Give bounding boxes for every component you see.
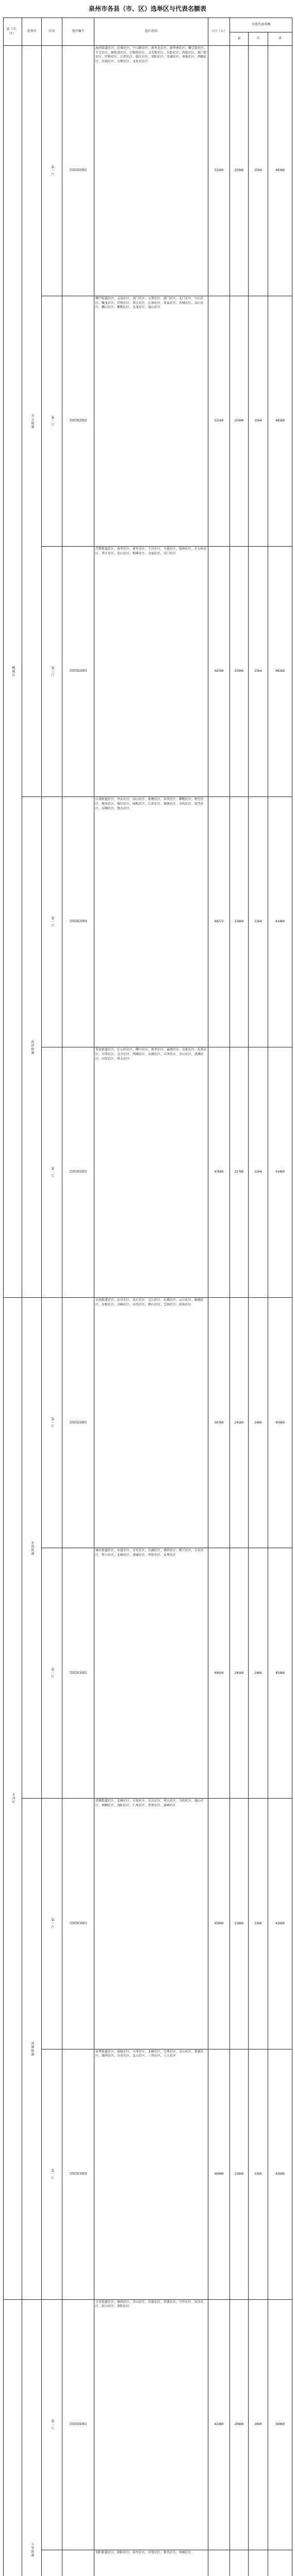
delegates-county-cell: 24560: [230, 1298, 249, 1548]
delegates-city-cell: 2360: [249, 1799, 268, 2049]
delegates-province-cell: 41460: [268, 1047, 292, 1298]
header-population: 人口（人）: [208, 18, 230, 46]
table-row: [4, 46, 292, 296]
delegates-county-cell: 20860: [230, 2299, 249, 2550]
delegates-city-cell: 2360: [249, 2049, 268, 2299]
code-cell: 350502002: [62, 296, 94, 547]
code-cell: [62, 2550, 94, 2576]
table-row: [4, 1298, 292, 1548]
header-sub-3: 省: [268, 32, 292, 46]
delegates-province-cell: 42680: [268, 1799, 292, 2049]
table-row: [4, 1548, 292, 1799]
delegates-province-cell: 45960: [268, 1548, 292, 1799]
delegates-province-cell: 45960: [268, 1298, 292, 1548]
header-block: 区块: [42, 18, 62, 46]
range-cell: 常泰街道社区、仕公岭社区、鲤中社区、新华社区、通港社区、东街社区、后坂社区、甘棠社区、义全社区、西湖社区、东湖社区、丰泽社区、金山社区、清源社区、田安社区、华大社区: [94, 1047, 208, 1298]
table-row: [4, 1047, 292, 1298]
block-cell: 第一片: [42, 2299, 62, 2550]
delegates-city-cell: 2060: [249, 2299, 268, 2550]
delegates-county-cell: 25940: [230, 296, 249, 547]
block-cell: 第二片: [42, 296, 62, 547]
delegates-county-cell: 24560: [230, 1548, 249, 1799]
delegates-city-cell: 2460: [249, 1298, 268, 1548]
code-cell: 350502001: [62, 46, 94, 296]
document-title: 泉州市各县（市、区）选举区与代表名额表: [88, 5, 206, 12]
range-cell: 江南街道社区、亭店社区、高山社区、新塘社区、浔美社区、紫帽社区、梧宅社区、树兜社区、锦田社区、园坂社区、江滨社区、城南社区、金屿社区、霞美社区、浔埔社区、鲁东社区: [94, 797, 208, 1047]
district-cell: 清源街道: [22, 1799, 42, 2299]
header-district: 选举区: [22, 18, 42, 46]
delegates-province-cell: 48368: [268, 547, 292, 797]
code-cell: 350503004: [62, 2049, 94, 2299]
city-cell: 鲤城区: [4, 46, 22, 1298]
block-cell: 第二片: [42, 1047, 62, 1298]
range-cell: 万安街道社区、塘西社区、浮山社区、后郭社区、罗溪社区、马甲社区、河市社区、虹山社区、双阳社区: [94, 2299, 208, 2550]
delegates-city-cell: 2264: [249, 1047, 268, 1298]
header-delegates: 应选代表名额: [230, 18, 292, 32]
delegates-province-cell: 38960: [268, 2299, 292, 2550]
delegates-county-cell: 21860: [230, 1799, 249, 2049]
delegates-province-cell: [268, 2550, 292, 2576]
population-cell: 42480: [208, 2299, 230, 2550]
block-cell: 第二片: [42, 2049, 62, 2299]
header-sub-2: 市: [249, 32, 268, 46]
table-row: [4, 547, 292, 797]
delegates-county-cell: 25946: [230, 547, 249, 797]
table-row: [4, 2550, 292, 2576]
range-cell: 浮桥街道社区、黄甲社区、新步社区、王宫社区、玉霞社区、霞洲社区、仕公岭社区、笋江社区、金山社区、梅峰社区、金福社区、东门社区: [94, 547, 208, 797]
delegates-county-cell: 22860: [230, 797, 249, 1047]
population-cell: [208, 2550, 230, 2576]
table-row: [4, 296, 292, 547]
district-cell: 开元街道: [22, 46, 42, 797]
population-cell: 50760: [208, 1298, 230, 1548]
delegates-city-cell: 2564: [249, 296, 268, 547]
delegates-city-cell: 2460: [249, 1548, 268, 1799]
code-cell: 350502004: [62, 797, 94, 1047]
code-cell: 350504001: [62, 2299, 94, 2550]
delegates-county-cell: [230, 2550, 249, 2576]
block-cell: 第三片: [42, 547, 62, 797]
range-cell: 城东街道社区、东霞社区、金星社区、东湖社区、浦西社区、新兴社区、丰东社区、坪山社区、北峰社区、清濛社区、华侨社区、泉秀社区: [94, 1548, 208, 1799]
city-cell: 丰泽区: [4, 1298, 22, 2299]
delegates-city-cell: 2564: [249, 547, 268, 797]
population-cell: 45960: [208, 1799, 230, 2049]
code-cell: 350503001: [62, 1298, 94, 1548]
table-row: [4, 2299, 292, 2550]
delegates-province-cell: 48368: [268, 296, 292, 547]
table-row: [4, 2049, 292, 2299]
block-cell: 第二片: [42, 1548, 62, 1799]
delegates-city-cell: [249, 2550, 268, 2576]
district-cell: 海滨街道: [22, 797, 42, 1298]
delegates-county-cell: 25946: [230, 46, 249, 296]
population-cell: 52160: [208, 296, 230, 547]
delegates-county-cell: 21860: [230, 2049, 249, 2299]
population-cell: 53260: [208, 46, 230, 296]
table-row: [4, 797, 292, 1047]
block-cell: 第一片: [42, 1298, 62, 1548]
population-cell: 46880: [208, 2049, 230, 2299]
code-cell: 350503003: [62, 1799, 94, 2049]
header-range: 选区范围: [94, 18, 208, 46]
block-cell: 第一片: [42, 46, 62, 296]
delegates-city-cell: 2564: [249, 46, 268, 296]
delegates-county-cell: 22760: [230, 1047, 249, 1298]
district-table: [3, 18, 292, 2576]
range-cell: 海滨街道社区、后城社区、中山路社区、新华北社区、新华南社区、聚宝街社区、开元社区、镇抚巷社区、打锡巷社区、义全街社区、东街社区、西街社区、新门街社区、浮桥社区、江滨社区、临江社区、双阳社区、金浦社区、南俊社区、西隅社区、崇福社区、古榕社区、文化宫社区: [94, 46, 208, 296]
header-sub-1: 县: [230, 32, 249, 46]
block-cell: 第一片: [42, 1799, 62, 2049]
range-cell: 清源街道社区、北峰社区、丰海社区、东岳社区、华大社区、乌屿社区、湖心社区、刺桐社区、洛阳社区、仁凤社区、普贤社区、森林社区: [94, 1799, 208, 2049]
header-code: 选区编号: [62, 18, 94, 46]
code-cell: 350502003: [62, 547, 94, 797]
table-row: [4, 1799, 292, 2049]
range-cell: 东海街道社区、东星社区、法石社区、宝山社区、后埔社区、云山社区、蟳埔社区、东梅社区、金崎社区、浔美社区、群石社区、宝洲社区、滨海社区: [94, 1298, 208, 1548]
range-cell: 双阳街道社区、朝阳社区、前亭社区、许厝社区、群英社区、南埔社区: [94, 2550, 208, 2576]
city-cell: [4, 2299, 22, 2576]
delegates-province-cell: 41460: [268, 797, 292, 1047]
district-cell: 东海街道: [22, 1298, 42, 1799]
range-cell: 泉秀街道社区、温陵社区、丰泽社区、北峰社区、宝秀社区、金山社区、霞淮社区、浦西社区、田安社区、北山社区、三邦社区、八九社区: [94, 2049, 208, 2299]
district-cell: 万安街道: [22, 2299, 42, 2576]
code-cell: 350503002: [62, 1548, 94, 1799]
block-cell: 第一片: [42, 797, 62, 1047]
population-cell: 47680: [208, 1047, 230, 1298]
header-city: 县（市、区）: [4, 18, 22, 46]
population-cell: 48272: [208, 797, 230, 1047]
delegates-province-cell: 48368: [268, 46, 292, 296]
delegates-city-cell: 2264: [249, 797, 268, 1047]
block-cell: [42, 2550, 62, 2576]
range-cell: 鲤中街道社区、义泉社区、南门社区、五堡社区、新门社区、北门社区、中山社区、聚龙社区、浮桥社区、笋江社区、江南社区、常泰社区、杏林社区、高山社区、鹏山社区、紫帽社区、金龙社区、福山社区: [94, 296, 208, 547]
population-cell: 48780: [208, 547, 230, 797]
code-cell: 350502005: [62, 1047, 94, 1298]
population-cell: 49920: [208, 1548, 230, 1799]
delegates-province-cell: 42680: [268, 2049, 292, 2299]
